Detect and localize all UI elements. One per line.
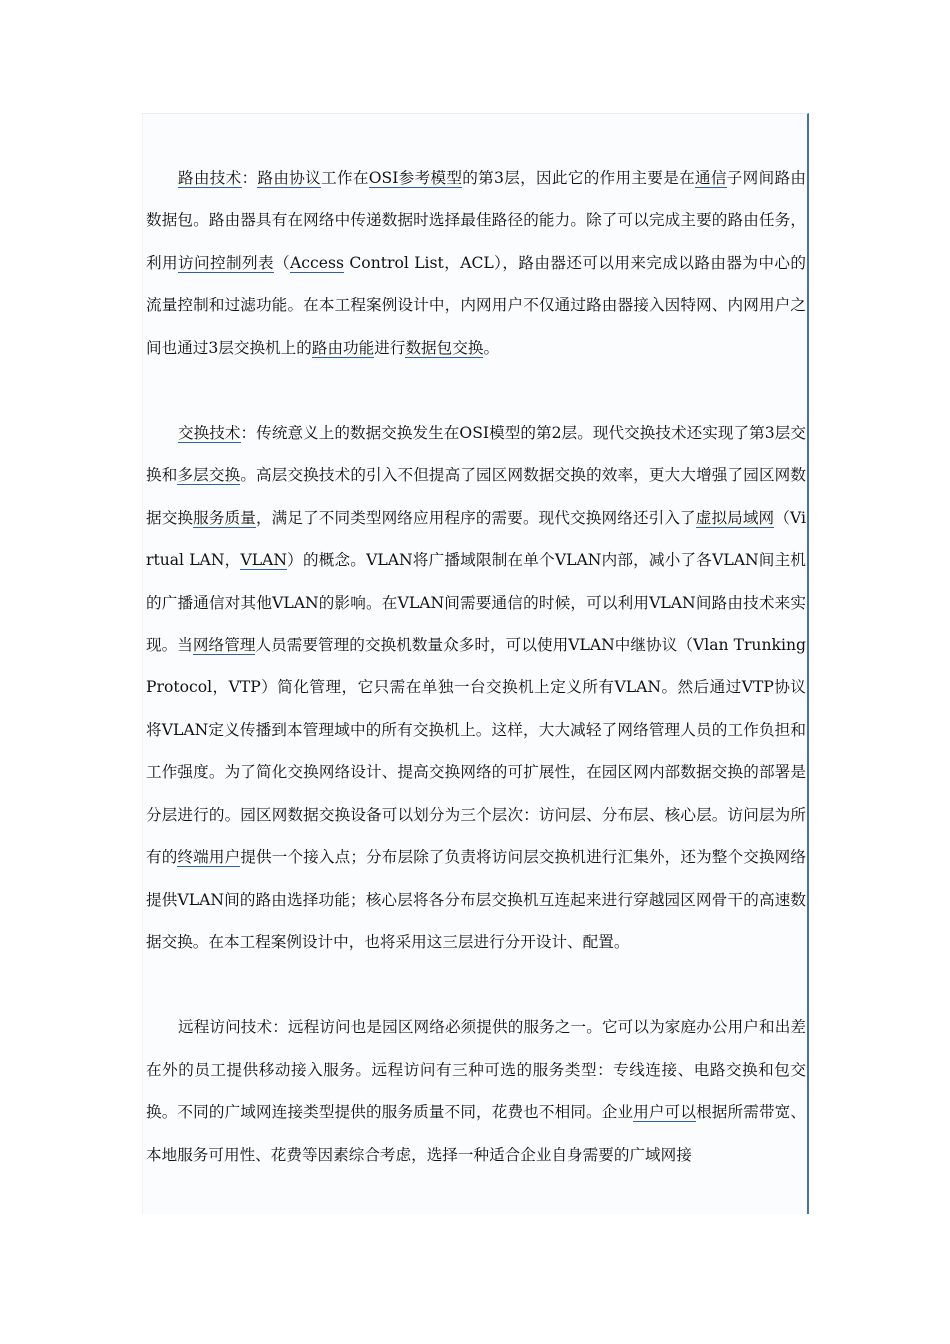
text-segment: ，满足了不同类型网络应用程序的需要。现代交换网络还引入了 [255,508,696,527]
paragraph-remote-access [146,1006,806,1176]
text-segment: ： [241,169,258,187]
link-users-can[interactable]: 用户可以 [633,1103,697,1122]
link-end-user[interactable]: 终端用户 [177,848,241,867]
link-virtual-lan[interactable]: 虚拟局域网 [695,508,775,527]
text-segment: 提供一个接入点；分布层除了负责将访问层交换机进行汇集外，还为整个交换网络提供VLAN间的路由选择功能；核心层将各分布层交换机互连起来进行穿越园区网骨干的高速数据交换。在本工程案例设计中，也将采用这三层进行分开设计、配置。 [146,848,806,951]
text-segment: 人员需要管理的交换机数量众多时，可以使用VLAN中继协议（Vlan Trunking Protocol，VTP）简化管理，它只需在单独一台交换机上定义所有VLAN。然后通过VTP协议将VLAN定义传播到本管理域中的所有交换机上。这样，大大减轻了网络管理人员的工作负担和工作强度。为了简化交换网络设计、提高交换网络的可扩展性，在园区网内部数据交换的部署是分层进行的。园区网数据交换设备可以划分为三个层次：访问层、分布层、核心层。访问层为所有的 [146,636,806,867]
text-segment: ）的概念。VLAN将广播域限制在单个VLAN内部，减小了各VLAN间主机的广播通信对其他VLAN的影响。在VLAN间需要通信的时候，可以利用VLAN间路由技术来实现。当 [146,551,806,655]
text-segment: 的第3层，因此它的作用主要是在 [462,169,695,187]
link-access[interactable]: Access [290,253,345,272]
text-segment: （ [274,253,291,272]
document-content [146,157,806,1176]
link-osi-model[interactable]: OSI参考模型 [368,169,463,187]
paragraph-gap [146,963,806,1006]
link-quality-of-service[interactable]: 服务质量 [193,508,256,527]
text-segment: 根据所需带宽、本地服务可用性、花费等因素综合考虑，选择一种适合企业自身需要的广域网接 [146,1103,806,1164]
text-segment: 。 [483,338,500,357]
paragraph-routing [146,157,806,369]
text-segment: ：传统意义上的数据交换发生在OSI模型的第2层。现代交换技术还实现了第3层交换和 [146,424,806,485]
text-segment: 子网间路由数据包。路由器具有在网络中传递数据时选择最佳路径的能力。除了可以完成主要的路由任务，利用 [146,169,806,272]
text-segment: （Virtual LAN， [146,508,806,570]
paragraph-switching [146,412,806,963]
link-routing-protocol[interactable]: 路由协议 [257,169,322,187]
link-routing-technology[interactable]: 路由技术 [178,169,242,187]
text-segment: 进行 [374,338,406,357]
text-segment: 工作在 [321,169,369,187]
document-page [142,113,809,1214]
link-packet-switching[interactable]: 数据包交换 [405,338,484,357]
link-routing-function[interactable]: 路由功能 [311,338,375,357]
link-network-management[interactable]: 网络管理 [192,636,256,655]
link-access-control-list[interactable]: 访问控制列表 [178,253,275,272]
link-multilayer-switching[interactable]: 多层交换 [177,466,241,485]
text-segment: Control List，ACL），路由器还可以用来完成以路由器为中心的流量控制和过滤功能。在本工程案例设计中，内网用户不仅通过路由器接入因特网、内网用户之间也通过3层交换机上的 [146,253,806,357]
text-segment: 。高层交换技术的引入不但提高了园区网数据交换的效率，更大大增强了园区网数据交换 [146,466,806,527]
text-segment: 远程访问技术：远程访问也是园区网络必须提供的服务之一。它可以为家庭办公用户和出差在外的员工提供移动接入服务。远程访问有三种可选的服务类型：专线连接、电路交换和包交换。不同的广域网连接类型提供的服务质量不同，花费也不相同。企业 [146,1018,806,1122]
link-switching-technology[interactable]: 交换技术 [178,424,241,443]
link-communication[interactable]: 通信 [694,169,727,187]
paragraph-gap [146,369,806,412]
link-vlan[interactable]: VLAN [240,551,287,570]
